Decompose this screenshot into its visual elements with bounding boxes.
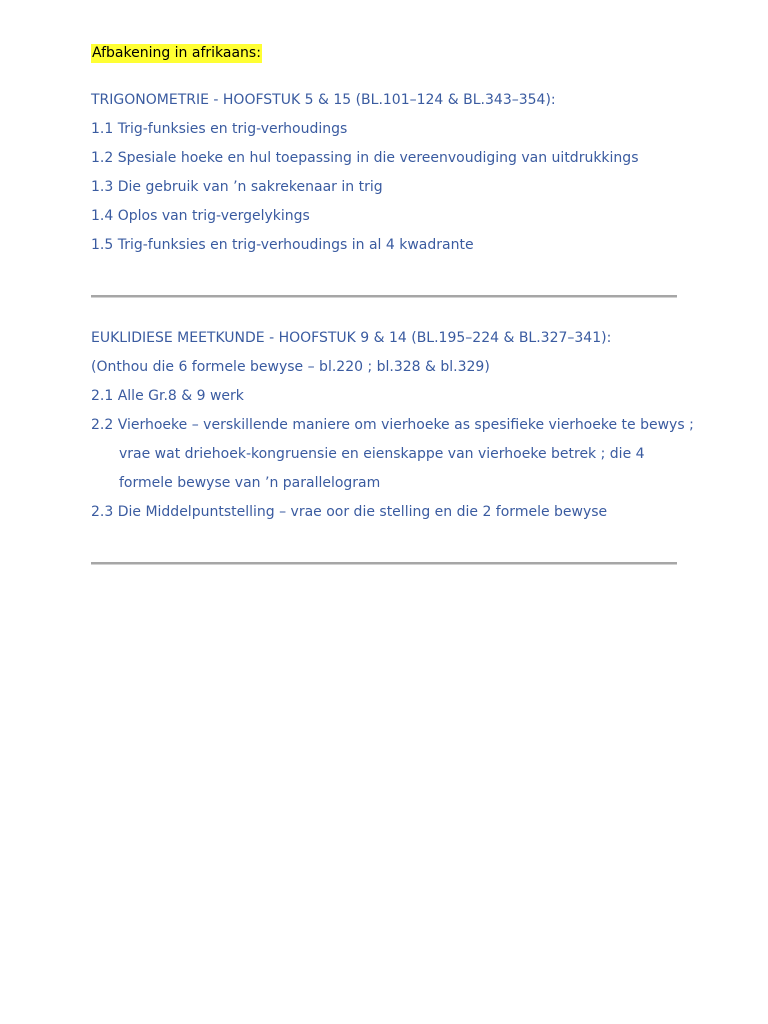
section-divider (91, 562, 677, 565)
list-item: 1.3 Die gebruik van ’n sakrekenaar in trig (91, 179, 383, 195)
list-item: 1.5 Trig-funksies en trig-verhoudings in al 4 kwadrante (91, 237, 474, 253)
geometry-section-title: EUKLIDIESE MEETKUNDE - HOOFSTUK 9 & 14 (BL.195–224 & BL.327–341): (91, 330, 612, 346)
trigonometry-section-title: TRIGONOMETRIE - HOOFSTUK 5 & 15 (BL.101–124 & BL.343–354): (91, 92, 556, 108)
list-item: 1.4 Oplos van trig-vergelykings (91, 208, 310, 224)
geometry-section-note: (Onthou die 6 formele bewyse – bl.220 ; bl.328 & bl.329) (91, 359, 490, 375)
list-item: 1.2 Spesiale hoeke en hul toepassing in die vereenvoudiging van uitdrukkings (91, 150, 639, 166)
trigonometry-section (91, 90, 691, 264)
geometry-section (91, 328, 694, 531)
list-item-continuation: vrae wat driehoek-kongruensie en eienskappe van vierhoeke betrek ; die 4 (119, 446, 645, 462)
list-item: 2.1 Alle Gr.8 & 9 werk (91, 388, 244, 404)
list-item: 2.3 Die Middelpuntstelling – vrae oor die stelling en die 2 formele bewyse (91, 504, 608, 520)
list-item: 1.1 Trig-funksies en trig-verhoudings (91, 121, 348, 137)
document-heading: Afbakening in afrikaans: (92, 45, 261, 61)
section-divider (91, 295, 677, 298)
list-item-continuation: formele bewyse van ’n parallelogram (119, 475, 381, 491)
list-item: 2.2 Vierhoeke – verskillende maniere om vierhoeke as spesifieke vierhoeke te bewys ; (91, 417, 694, 433)
